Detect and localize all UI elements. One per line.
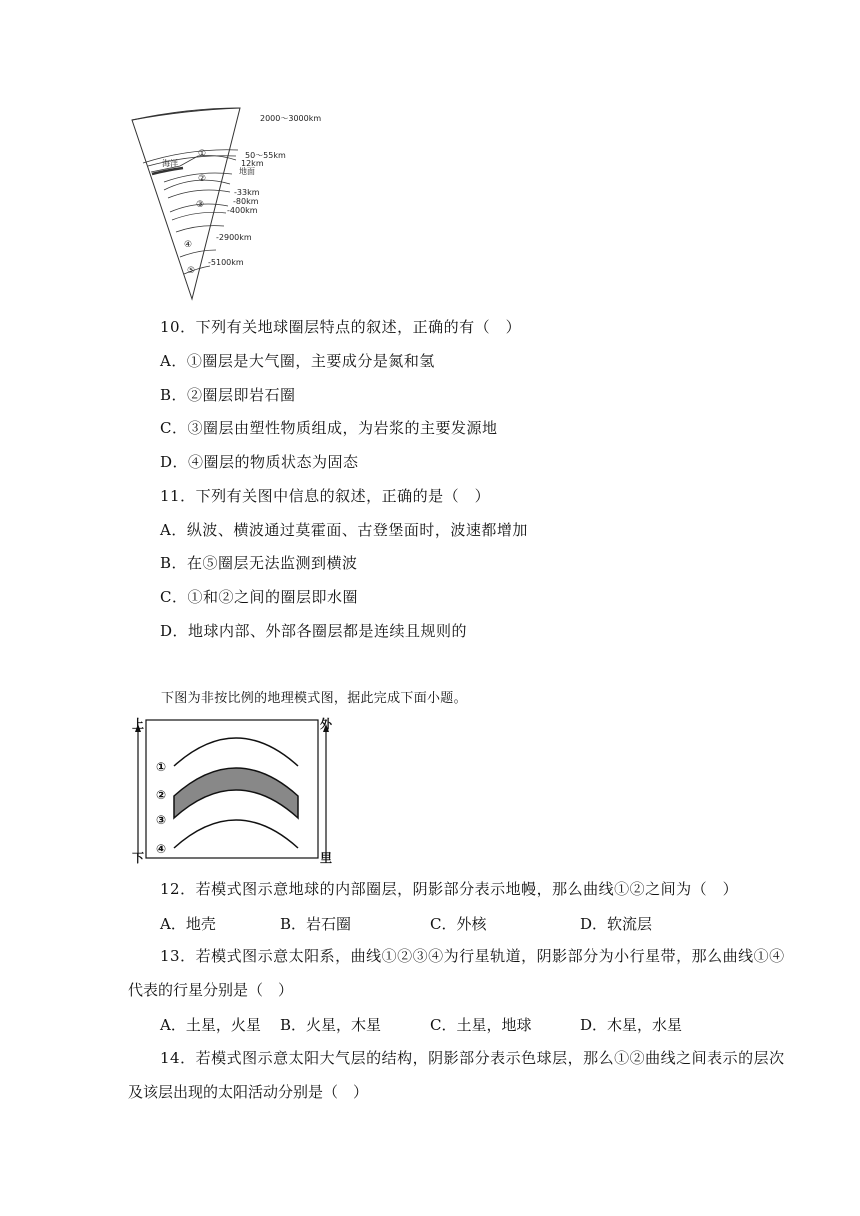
q11-option-c[interactable]: C．①和②之间的圈层即水圈 (160, 588, 358, 606)
layer-1-label: ① (198, 149, 207, 159)
q10-stem: 10．下列有关地球圈层特点的叙述，正确的有（ ） (160, 318, 522, 336)
label-outer: 外 (320, 717, 333, 731)
q13-option-b[interactable]: B．火星，木星 (280, 1016, 382, 1034)
q10-option-c[interactable]: C．③圈层由塑性物质组成，为岩浆的主要发源地 (160, 419, 498, 437)
q11-stem: 11．下列有关图中信息的叙述，正确的是（ ） (160, 487, 491, 505)
q13-option-c[interactable]: C．土星，地球 (430, 1016, 532, 1034)
depth-top: 2000～3000km (260, 114, 322, 123)
depth-80: -80km (233, 197, 259, 206)
section-intro: 下图为非按比例的地理模式图，据此完成下面小题。 (161, 691, 467, 706)
q10-option-a[interactable]: A．①圈层是大气圈，主要成分是氮和氢 (160, 352, 435, 370)
layer-4-label: ④ (184, 240, 193, 250)
depth-33: -33km (234, 188, 260, 197)
q11-option-a[interactable]: A．纵波、横波通过莫霍面、古登堡面时，波速都增加 (160, 521, 528, 539)
q12-option-a[interactable]: A．地壳 (160, 915, 216, 933)
curve-2-label: ② (156, 788, 167, 802)
q11-option-d[interactable]: D．地球内部、外部各圈层都是连续且规则的 (160, 622, 468, 640)
curve-1-label: ① (156, 760, 167, 774)
q13-stem-line1: 13．若模式图示意太阳系，曲线①②③④为行星轨道，阴影部分为小行星带，那么曲线①④ (160, 947, 785, 965)
q12-stem: 12．若模式图示意地球的内部圈层，阴影部分表示地幔，那么曲线①②之间为（ ） (160, 880, 739, 898)
ocean-label: 海洋 (162, 159, 178, 168)
depth-2900: -2900km (216, 233, 252, 242)
label-inner: 里 (320, 851, 333, 865)
layer-2-label: ② (198, 174, 207, 184)
curve-4-label: ④ (156, 842, 167, 856)
earth-layers-depth-labels (208, 110, 330, 270)
q13-stem-line2: 代表的行星分别是（ ） (128, 981, 294, 999)
depth-400: -400km (227, 206, 258, 215)
q14-stem-line2: 及该层出现的太阳活动分别是（ ） (128, 1083, 369, 1101)
q13-option-a[interactable]: A．土星，火星 (160, 1016, 261, 1034)
q12-option-c[interactable]: C．外核 (430, 915, 487, 933)
ground-label: 地面 (239, 167, 255, 176)
depth-50: 50～55km (245, 151, 286, 160)
model-diagram (132, 716, 338, 866)
q10-option-b[interactable]: B．②圈层即岩石圈 (160, 386, 296, 404)
q10-option-d[interactable]: D．④圈层的物质状态为固态 (160, 453, 359, 471)
q14-stem-line1: 14．若模式图示意太阳大气层的结构，阴影部分表示色球层，那么①②曲线之间表示的层次 (160, 1049, 785, 1067)
q13-option-d[interactable]: D．木星，水星 (580, 1016, 683, 1034)
q12-option-d[interactable]: D．软流层 (580, 915, 653, 933)
layer-3-label: ③ (196, 200, 205, 210)
label-down: 下 (132, 851, 145, 865)
depth-12: 12km (241, 159, 264, 168)
q12-option-b[interactable]: B．岩石圈 (280, 915, 352, 933)
layer-5-label: ⑤ (187, 266, 196, 276)
label-up: 上 (132, 717, 145, 731)
depth-5100: -5100km (208, 258, 244, 267)
q11-option-b[interactable]: B．在⑤圈层无法监测到横波 (160, 554, 358, 572)
curve-3-label: ③ (156, 813, 167, 827)
